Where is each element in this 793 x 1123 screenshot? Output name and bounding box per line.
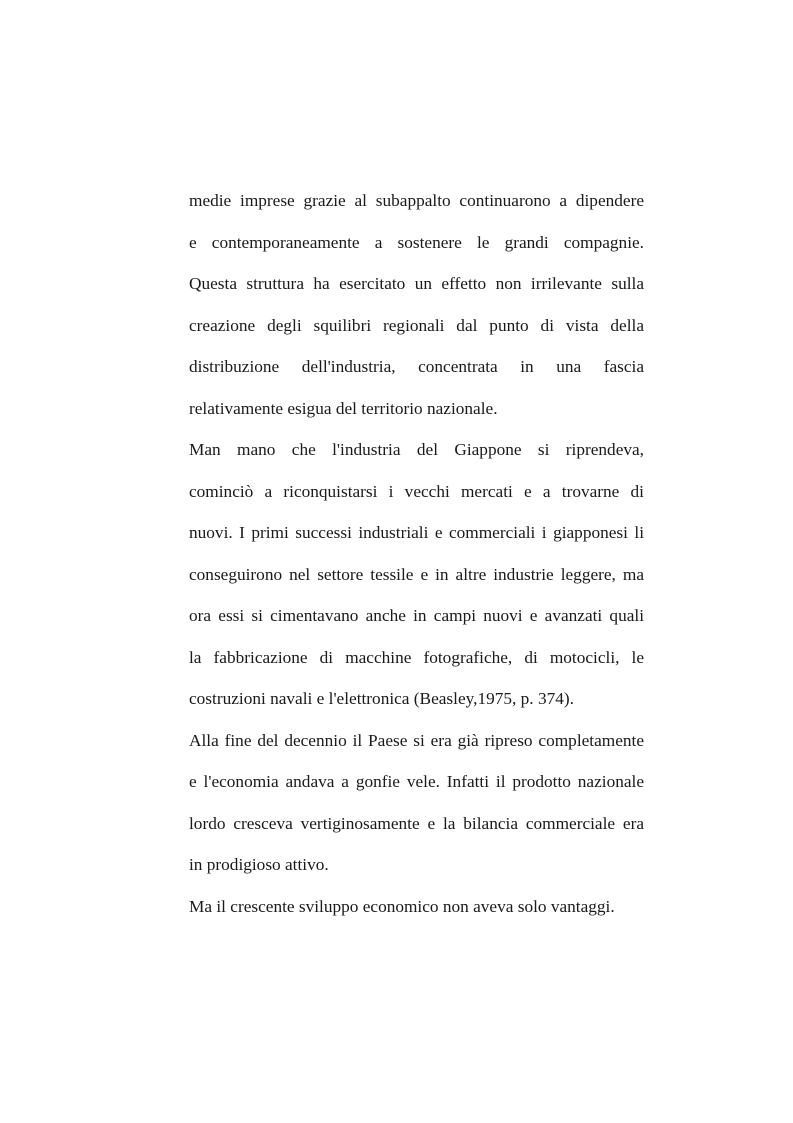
paragraph (189, 429, 644, 720)
text-line: costruzioni navali e l'elettronica (Beasley,1975, p. 374). (189, 689, 574, 708)
text-line: e contemporaneamente a sostenere le grandi compagnie. (189, 232, 644, 252)
text-line: e l'economia andava a gonfie vele. Infatti il prodotto nazionale (189, 772, 644, 791)
paragraph (189, 886, 644, 928)
text-line: relativamente esigua del territorio nazionale. (189, 398, 498, 418)
text-line: la fabbricazione di macchine fotografiche, di motocicli, le (189, 647, 644, 667)
text-line: ora essi si cimentavano anche in campi nuovi e avanzati quali (189, 606, 644, 625)
text-line: Man mano che l'industria del Giappone si riprendeva, (189, 440, 644, 459)
text-line: creazione degli squilibri regionali dal punto di vista della (189, 315, 644, 335)
text-line: conseguirono nel settore tessile e in altre industrie leggere, ma (189, 564, 644, 584)
text-line: nuovi. I primi successi industriali e commerciali i giapponesi li (189, 523, 644, 542)
text-line: cominciò a riconquistarsi i vecchi mercati e a trovarne di (189, 481, 644, 501)
text-line: Questa struttura ha esercitato un effetto non irrilevante sulla (189, 274, 644, 293)
text-line: lordo cresceva vertiginosamente e la bilancia commerciale era (189, 813, 644, 833)
text-line: Alla fine del decennio il Paese si era già ripreso completamente (189, 730, 644, 750)
paragraph (189, 720, 644, 886)
text-line: Ma il crescente sviluppo economico non aveva solo vantaggi. (189, 896, 615, 916)
text-line: medie imprese grazie al subappalto continuarono a dipendere (189, 191, 644, 210)
text-line: distribuzione dell'industria, concentrata in una fascia (189, 357, 644, 376)
body-text (189, 180, 644, 927)
text-line: in prodigioso attivo. (189, 855, 329, 874)
paragraph (189, 180, 644, 429)
